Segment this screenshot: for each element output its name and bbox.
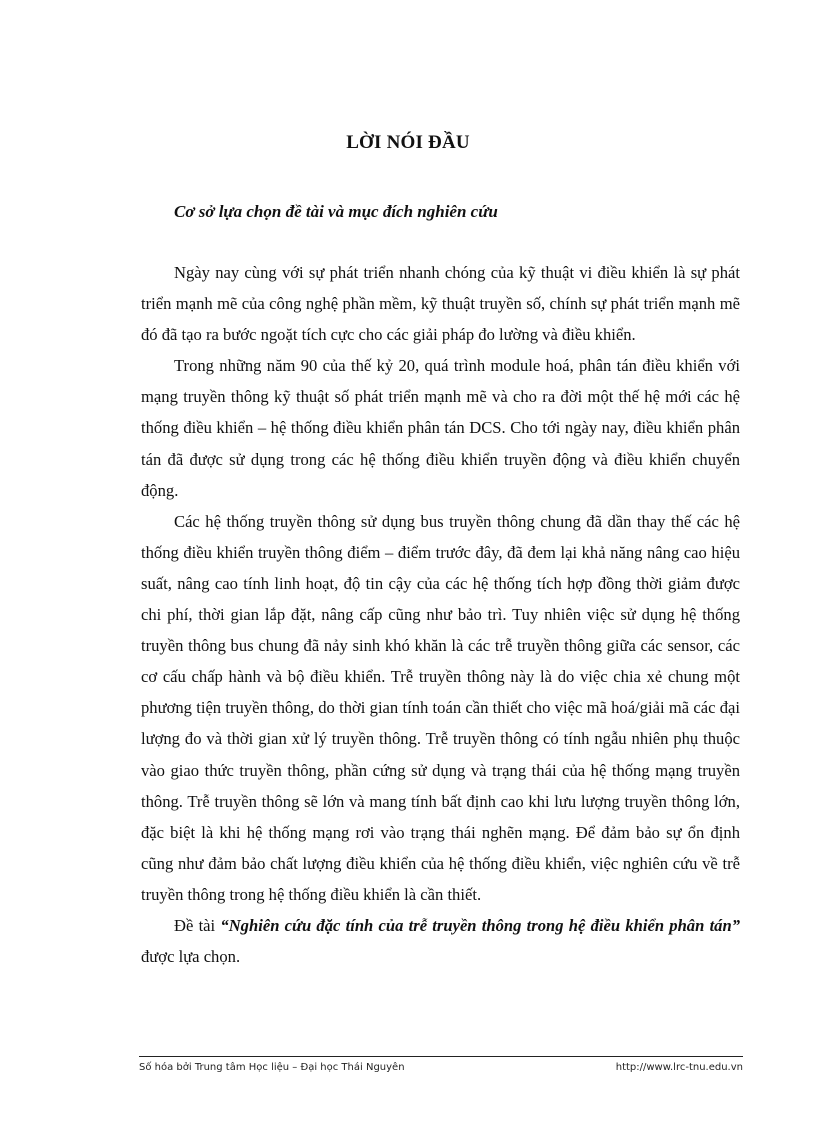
section-heading: Cơ sở lựa chọn đề tài và mục đích nghiên cứu	[174, 202, 498, 221]
footer	[139, 1062, 743, 1073]
paragraph: Ngày nay cùng với sự phát triển nhanh chóng của kỹ thuật vi điều khiển là sự phát triển mạnh mẽ của công nghệ phần mềm, kỹ thuật truyền số, chính sự phát triển mạnh mẽ đó đã tạo ra bước ngoặt tích cực cho các giải pháp đo lường và điều khiển.	[141, 263, 740, 345]
topic-suffix: được lựa chọn.	[141, 947, 241, 967]
body-text	[141, 257, 740, 972]
paragraph-topic	[141, 910, 740, 972]
footer-credit: Số hóa bởi Trung tâm Học liệu – Đại học Thái Nguyên	[139, 1062, 405, 1073]
footer-url: http://www.lrc-tnu.edu.vn	[615, 1062, 743, 1073]
topic-title: “Nghiên cứu đặc tính của trễ truyền thông trong hệ điều khiển phân tán”	[220, 915, 740, 935]
footer-divider	[139, 1056, 743, 1057]
topic-prefix: Đề tài	[174, 915, 221, 935]
paragraph: Các hệ thống truyền thông sử dụng bus truyền thông chung đã dần thay thế các hệ thống điều khiển truyền thông điểm – điểm trước đây, đã đem lại khả năng nâng cao hiệu suất, nâng cao tính linh hoạt, độ tin cậy của các hệ thống tích hợp đồng thời giảm được chi phí, thời gian lắp đặt, nâng cấp cũng như bảo trì. Tuy nhiên việc sử dụng hệ thống truyền thông bus chung đã nảy sinh khó khăn là các trễ truyền thông giữa các sensor, các cơ cấu chấp hành và bộ điều khiển. Trễ truyền thông này là do việc chia xẻ chung một phương tiện truyền thông, do thời gian tính toán cần thiết cho việc mã hoá/giải mã các đại lượng đo và thời gian xử lý truyền thông. Trễ truyền thông có tính ngẫu nhiên phụ thuộc vào giao thức truyền thông, phần cứng sử dụng và trạng thái của hệ thống mạng truyền thông. Trễ truyền thông sẽ lớn và mang tính bất định cao khi lưu lượng truyền thông lớn, đặc biệt là khi hệ thống mạng rơi vào trạng thái nghẽn mạng. Để đảm bảo sự ổn định cũng như đảm bảo chất lượng điều khiển của hệ thống điều khiển, việc nghiên cứu về trễ truyền thông trong hệ thống điều khiển là cần thiết.	[141, 511, 740, 904]
paragraph: Trong những năm 90 của thế kỷ 20, quá trình module hoá, phân tán điều khiển với mạng truyền thông kỹ thuật số phát triển mạnh mẽ và cho ra đời một thế hệ mới các hệ thống điều khiển – hệ thống điều khiển phân tán DCS. Cho tới ngày nay, điều khiển phân tán đã được sử dụng trong các hệ thống điều khiển truyền động và điều khiển chuyển động.	[141, 356, 740, 500]
page-title: LỜI NÓI ĐẦU	[346, 132, 470, 153]
